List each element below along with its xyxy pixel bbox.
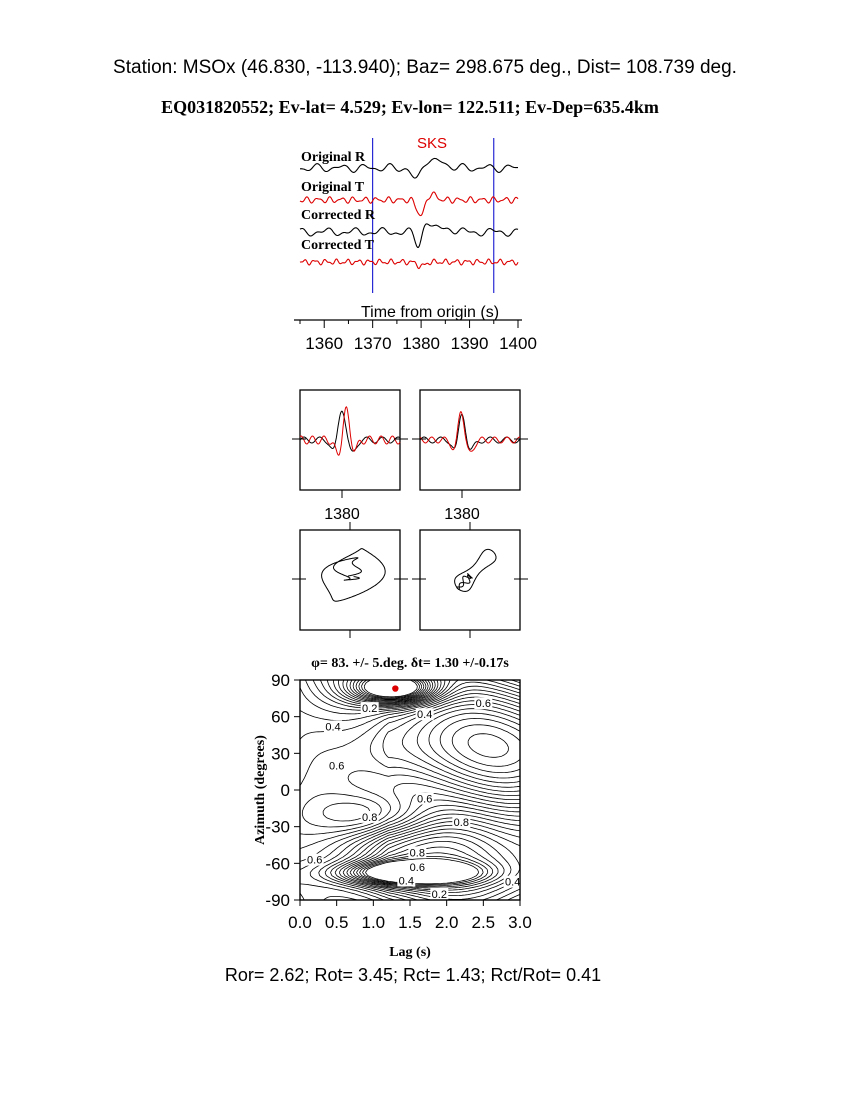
event-info: EQ031820552; Ev-lat= 4.529; Ev-lon= 122.511; Ev-Dep=635.4km: [161, 97, 659, 117]
overlay-tick-label-right: 1380: [444, 506, 480, 523]
best-fit-marker: [392, 685, 398, 691]
contour-ylabel: Azimuth (degrees): [253, 735, 268, 845]
contour-line: [468, 734, 508, 758]
lag-tick-label: 3.0: [508, 913, 532, 932]
contour-label: 0.4: [505, 876, 521, 889]
contour-title: φ= 83. +/- 5.deg. δt= 1.30 +/-0.17s: [311, 656, 509, 671]
azimuth-tick-label: -90: [265, 891, 290, 910]
lag-tick-label: 1.0: [361, 913, 386, 932]
trace-label-original-t: Original T: [301, 180, 365, 195]
phase-label: SKS: [416, 135, 448, 152]
contour-label: 0.2: [362, 703, 378, 716]
trace-corrected-t: [300, 259, 518, 269]
contour-label: 0.6: [409, 862, 425, 874]
time-axis-label: Time from origin (s): [360, 304, 500, 321]
time-tick-label: 1360: [305, 334, 344, 353]
contour-label: 0.4: [398, 875, 414, 888]
contour-label: 0.8: [453, 816, 469, 829]
azimuth-tick-label: 60: [271, 707, 290, 727]
seismogram-panel: [294, 135, 537, 353]
contour-label: 0.6: [329, 760, 345, 773]
time-tick-label: 1380: [402, 334, 441, 353]
azimuth-tick-label: 30: [271, 744, 290, 764]
lag-tick-label: 0.0: [288, 913, 312, 932]
azimuth-tick-label: -60: [265, 854, 290, 874]
time-tick-label: 1390: [450, 334, 489, 353]
contour-label: 0.6: [417, 793, 433, 806]
contour-panel: [253, 656, 532, 960]
contour-label: 0.2: [431, 888, 447, 901]
time-tick-label: 1400: [499, 334, 537, 353]
lag-tick-label: 0.5: [324, 913, 349, 932]
time-tick-label: 1370: [353, 334, 392, 353]
particle-motion-after: [455, 549, 496, 591]
lag-tick-label: 2.0: [434, 913, 459, 932]
particle-box-after: [420, 530, 520, 630]
trace-label-corrected-t: Corrected T: [301, 238, 374, 253]
lag-tick-label: 1.5: [398, 913, 422, 932]
contour-label: 0.4: [325, 721, 341, 734]
ratio-summary: Ror= 2.62; Rot= 3.45; Rct= 1.43; Rct/Rot= 0.41: [224, 965, 602, 985]
particle-motion-before: [322, 549, 386, 602]
contour-label: 0.6: [307, 854, 323, 867]
trace-label-original-r: Original R: [301, 150, 366, 165]
station-info: Station: MSOx (46.830, -113.940); Baz= 298.675 deg., Dist= 108.739 deg.: [113, 57, 737, 78]
overlay-transverse-after: [420, 412, 520, 452]
azimuth-tick-label: 0: [280, 781, 290, 800]
overlay-tick-label-left: 1380: [324, 506, 360, 523]
waveform-overlay-panels: [292, 390, 528, 523]
contour-label: 0.6: [475, 698, 491, 711]
particle-motion-panels: [292, 522, 528, 638]
contour-label: 0.8: [362, 811, 378, 824]
contour-label: 0.4: [417, 709, 433, 722]
contour-xlabel: Lag (s): [389, 945, 431, 960]
contour-label: 0.8: [409, 847, 425, 860]
lag-tick-label: 2.5: [471, 913, 496, 932]
azimuth-tick-label: -30: [265, 817, 290, 837]
overlay-radial-after: [420, 414, 520, 449]
contour-line: [452, 725, 520, 767]
azimuth-tick-label: 90: [271, 671, 290, 690]
trace-label-corrected-r: Corrected R: [301, 208, 375, 223]
